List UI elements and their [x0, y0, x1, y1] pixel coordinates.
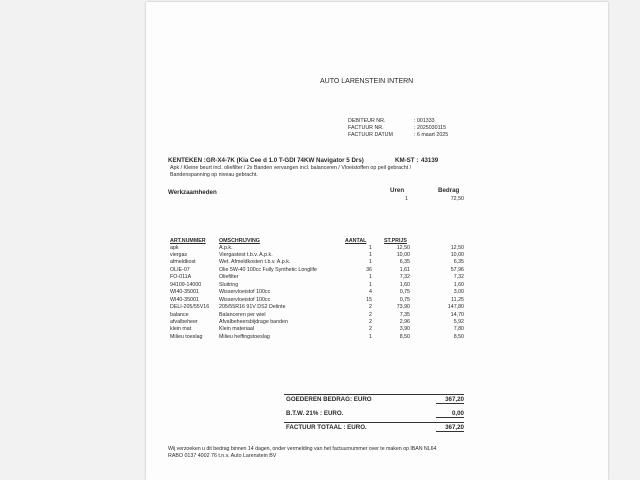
debtor-value: : 001333 — [414, 118, 435, 124]
invoice-number-label: FACTUUR NR. — [348, 125, 384, 131]
vat-label: B.T.W. 21% : EURO. — [286, 410, 344, 417]
goods-underline — [436, 403, 464, 404]
cell-art-number: viergas — [170, 251, 188, 258]
company-name: AUTO LARENSTEIN INTERN — [320, 78, 414, 85]
cell-quantity: 1 — [369, 274, 372, 281]
cell-line-total: 8,50 — [453, 333, 464, 340]
hours-header: Uren — [390, 187, 405, 194]
vat-value: 0,00 — [451, 410, 464, 417]
invoice-sheet — [146, 2, 608, 480]
goods-amount-label: GOEDEREN BEDRAG: EURO — [286, 396, 372, 403]
cell-line-total: 7,32 — [453, 274, 464, 281]
cell-line-total: 6,35 — [453, 259, 464, 266]
cell-unit-price: 10,00 — [396, 251, 410, 258]
cell-description: Oliefilter — [219, 274, 239, 281]
footer-line-1: Wij verzoeken u dit bedrag binnen 14 dagen, onder vermelding van het factuurnummer over te maken op IBAN NL64 — [168, 446, 437, 452]
totals-divider-2 — [284, 422, 464, 423]
cell-unit-price: 7,35 — [399, 311, 410, 318]
cell-line-total: 12,50 — [450, 244, 464, 251]
cell-quantity: 1 — [369, 333, 372, 340]
cell-quantity: 2 — [369, 326, 372, 333]
cell-quantity: 2 — [369, 319, 372, 325]
cell-quantity: 4 — [369, 289, 372, 296]
totals-divider-1 — [284, 394, 464, 395]
cell-unit-price: 0,75 — [399, 296, 410, 303]
cell-art-number: apk — [170, 244, 179, 251]
cell-description: 205/55R16 91V DS2 Delinte — [219, 304, 286, 311]
cell-unit-price: 2,96 — [399, 319, 410, 325]
vat-underline — [436, 417, 464, 418]
cell-quantity: 1 — [369, 281, 372, 288]
kenteken-label: KENTEKEN : — [168, 157, 206, 164]
cell-art-number: WI40-35001 — [170, 296, 199, 303]
km-value: 43139 — [421, 157, 439, 164]
km-label: KM-ST : — [395, 157, 419, 164]
col-header-aantal: AANTAL — [345, 238, 367, 244]
kenteken-value: GR-X4-7K (Kia Cee d 1.0 T-GDI 74KW Navigator 5 Drs) — [206, 157, 364, 164]
cell-quantity: 15 — [366, 296, 372, 303]
col-header-omschrijving: OMSCHRIJVING — [219, 238, 260, 244]
cell-unit-price: 6,35 — [399, 259, 410, 266]
cell-description: Balanceren per wiel — [219, 311, 266, 318]
cell-art-number: 94109-14000 — [170, 281, 202, 288]
work-description-line-2: Bandenspanning op niveau gebracht. — [170, 172, 258, 178]
cell-description: Olie 5W-40 100cc Fully Synthetic Longlife — [219, 266, 317, 273]
cell-unit-price: 7,32 — [399, 274, 410, 281]
cell-line-total: 3,00 — [453, 289, 464, 296]
cell-unit-price: 12,50 — [396, 244, 410, 251]
cell-art-number: FO-011A — [170, 274, 192, 281]
table-row — [146, 267, 608, 274]
labor-amount: 72,50 — [450, 196, 464, 202]
cell-quantity: 2 — [369, 311, 372, 318]
cell-art-number: klein mat — [170, 326, 192, 333]
table-row — [146, 245, 608, 252]
cell-art-number: WI40-35001 — [170, 289, 199, 296]
cell-description: A.p.k. — [219, 244, 233, 251]
cell-unit-price: 1,60 — [399, 281, 410, 288]
cell-line-total: 14,70 — [450, 311, 464, 318]
cell-quantity: 36 — [366, 266, 372, 273]
cell-quantity: 2 — [369, 304, 372, 311]
cell-line-total: 5,92 — [453, 319, 464, 325]
table-row — [146, 312, 608, 319]
table-row — [146, 259, 608, 266]
invoice-total-value: 367,20 — [445, 424, 464, 431]
cell-line-total: 57,96 — [450, 266, 464, 273]
table-row — [146, 319, 608, 326]
work-description-line-1: Apk / Kleine beurt incl. oliefilter / 2x Banden vervangen incl. balanceren / Vloeistoffen op peil gebracht / — [170, 165, 412, 171]
cell-art-number: Milieu toeslag — [170, 333, 203, 340]
table-row — [146, 326, 608, 333]
table-row — [146, 252, 608, 259]
table-row — [146, 334, 608, 341]
invoice-total-label: FACTUUR TOTAAL : EURO. — [286, 424, 367, 431]
invoice-date-label: FACTUUR DATUM — [348, 132, 393, 138]
cell-quantity: 1 — [369, 251, 372, 258]
cell-line-total: 1,60 — [453, 281, 464, 288]
cell-line-total: 10,00 — [450, 251, 464, 258]
cell-unit-price: 1,61 — [399, 266, 410, 273]
cell-art-number: afvalbeheer — [170, 319, 198, 325]
debtor-label: DEBITEUR NR. — [348, 118, 386, 124]
labor-hours: 1 — [405, 196, 408, 202]
col-header-art: ART.NUMMER — [170, 238, 206, 244]
table-row — [146, 274, 608, 281]
amount-header: Bedrag — [438, 187, 460, 194]
table-row — [146, 304, 608, 311]
cell-line-total: 11,25 — [451, 296, 464, 303]
cell-description: Viergastest t.b.v. A.p.k. — [219, 251, 273, 258]
cell-description: Wisservloeistof 100cc — [219, 296, 271, 303]
cell-description: Klein materiaal — [219, 326, 255, 333]
table-row — [146, 282, 608, 289]
cell-unit-price: 0,75 — [399, 289, 410, 296]
cell-line-total: 147,80 — [447, 304, 464, 311]
cell-quantity: 1 — [369, 259, 372, 266]
cell-art-number: DELI-205/55V16 — [170, 304, 210, 311]
invoice-date-value: : 6 maart 2025 — [414, 132, 449, 138]
cell-description: Wet. Afmeldkosten t.b.v. A.p.k. — [219, 259, 291, 266]
col-header-stprijs: ST.PRIJS — [384, 238, 407, 244]
cell-unit-price: 8,50 — [399, 333, 410, 340]
cell-art-number: balance — [170, 311, 189, 318]
table-row — [146, 289, 608, 296]
cell-description: Wisservloeistof 100cc — [219, 289, 271, 296]
table-row — [146, 297, 608, 304]
footer-line-2: RABO 0137 4002 76 t.n.v. Auto Larenstein BV — [168, 453, 277, 459]
invoice-number-value: : 2025030115 — [414, 125, 447, 131]
labor-title: Werkzaamheden — [168, 189, 217, 196]
cell-line-total: 7,80 — [453, 326, 464, 333]
cell-art-number: afmeldkost — [170, 259, 196, 266]
cell-quantity: 1 — [369, 244, 372, 251]
cell-unit-price: 73,90 — [396, 304, 410, 311]
cell-description: Sluitring — [219, 281, 239, 288]
cell-description: Milieu heffingstoeslag — [219, 333, 270, 340]
cell-art-number: OLIE-07 — [170, 266, 190, 273]
goods-amount-value: 367,20 — [445, 396, 464, 403]
cell-description: Afvalbeheersbijdrage banden — [219, 319, 288, 325]
cell-unit-price: 3,90 — [399, 326, 410, 333]
total-underline — [436, 431, 464, 432]
